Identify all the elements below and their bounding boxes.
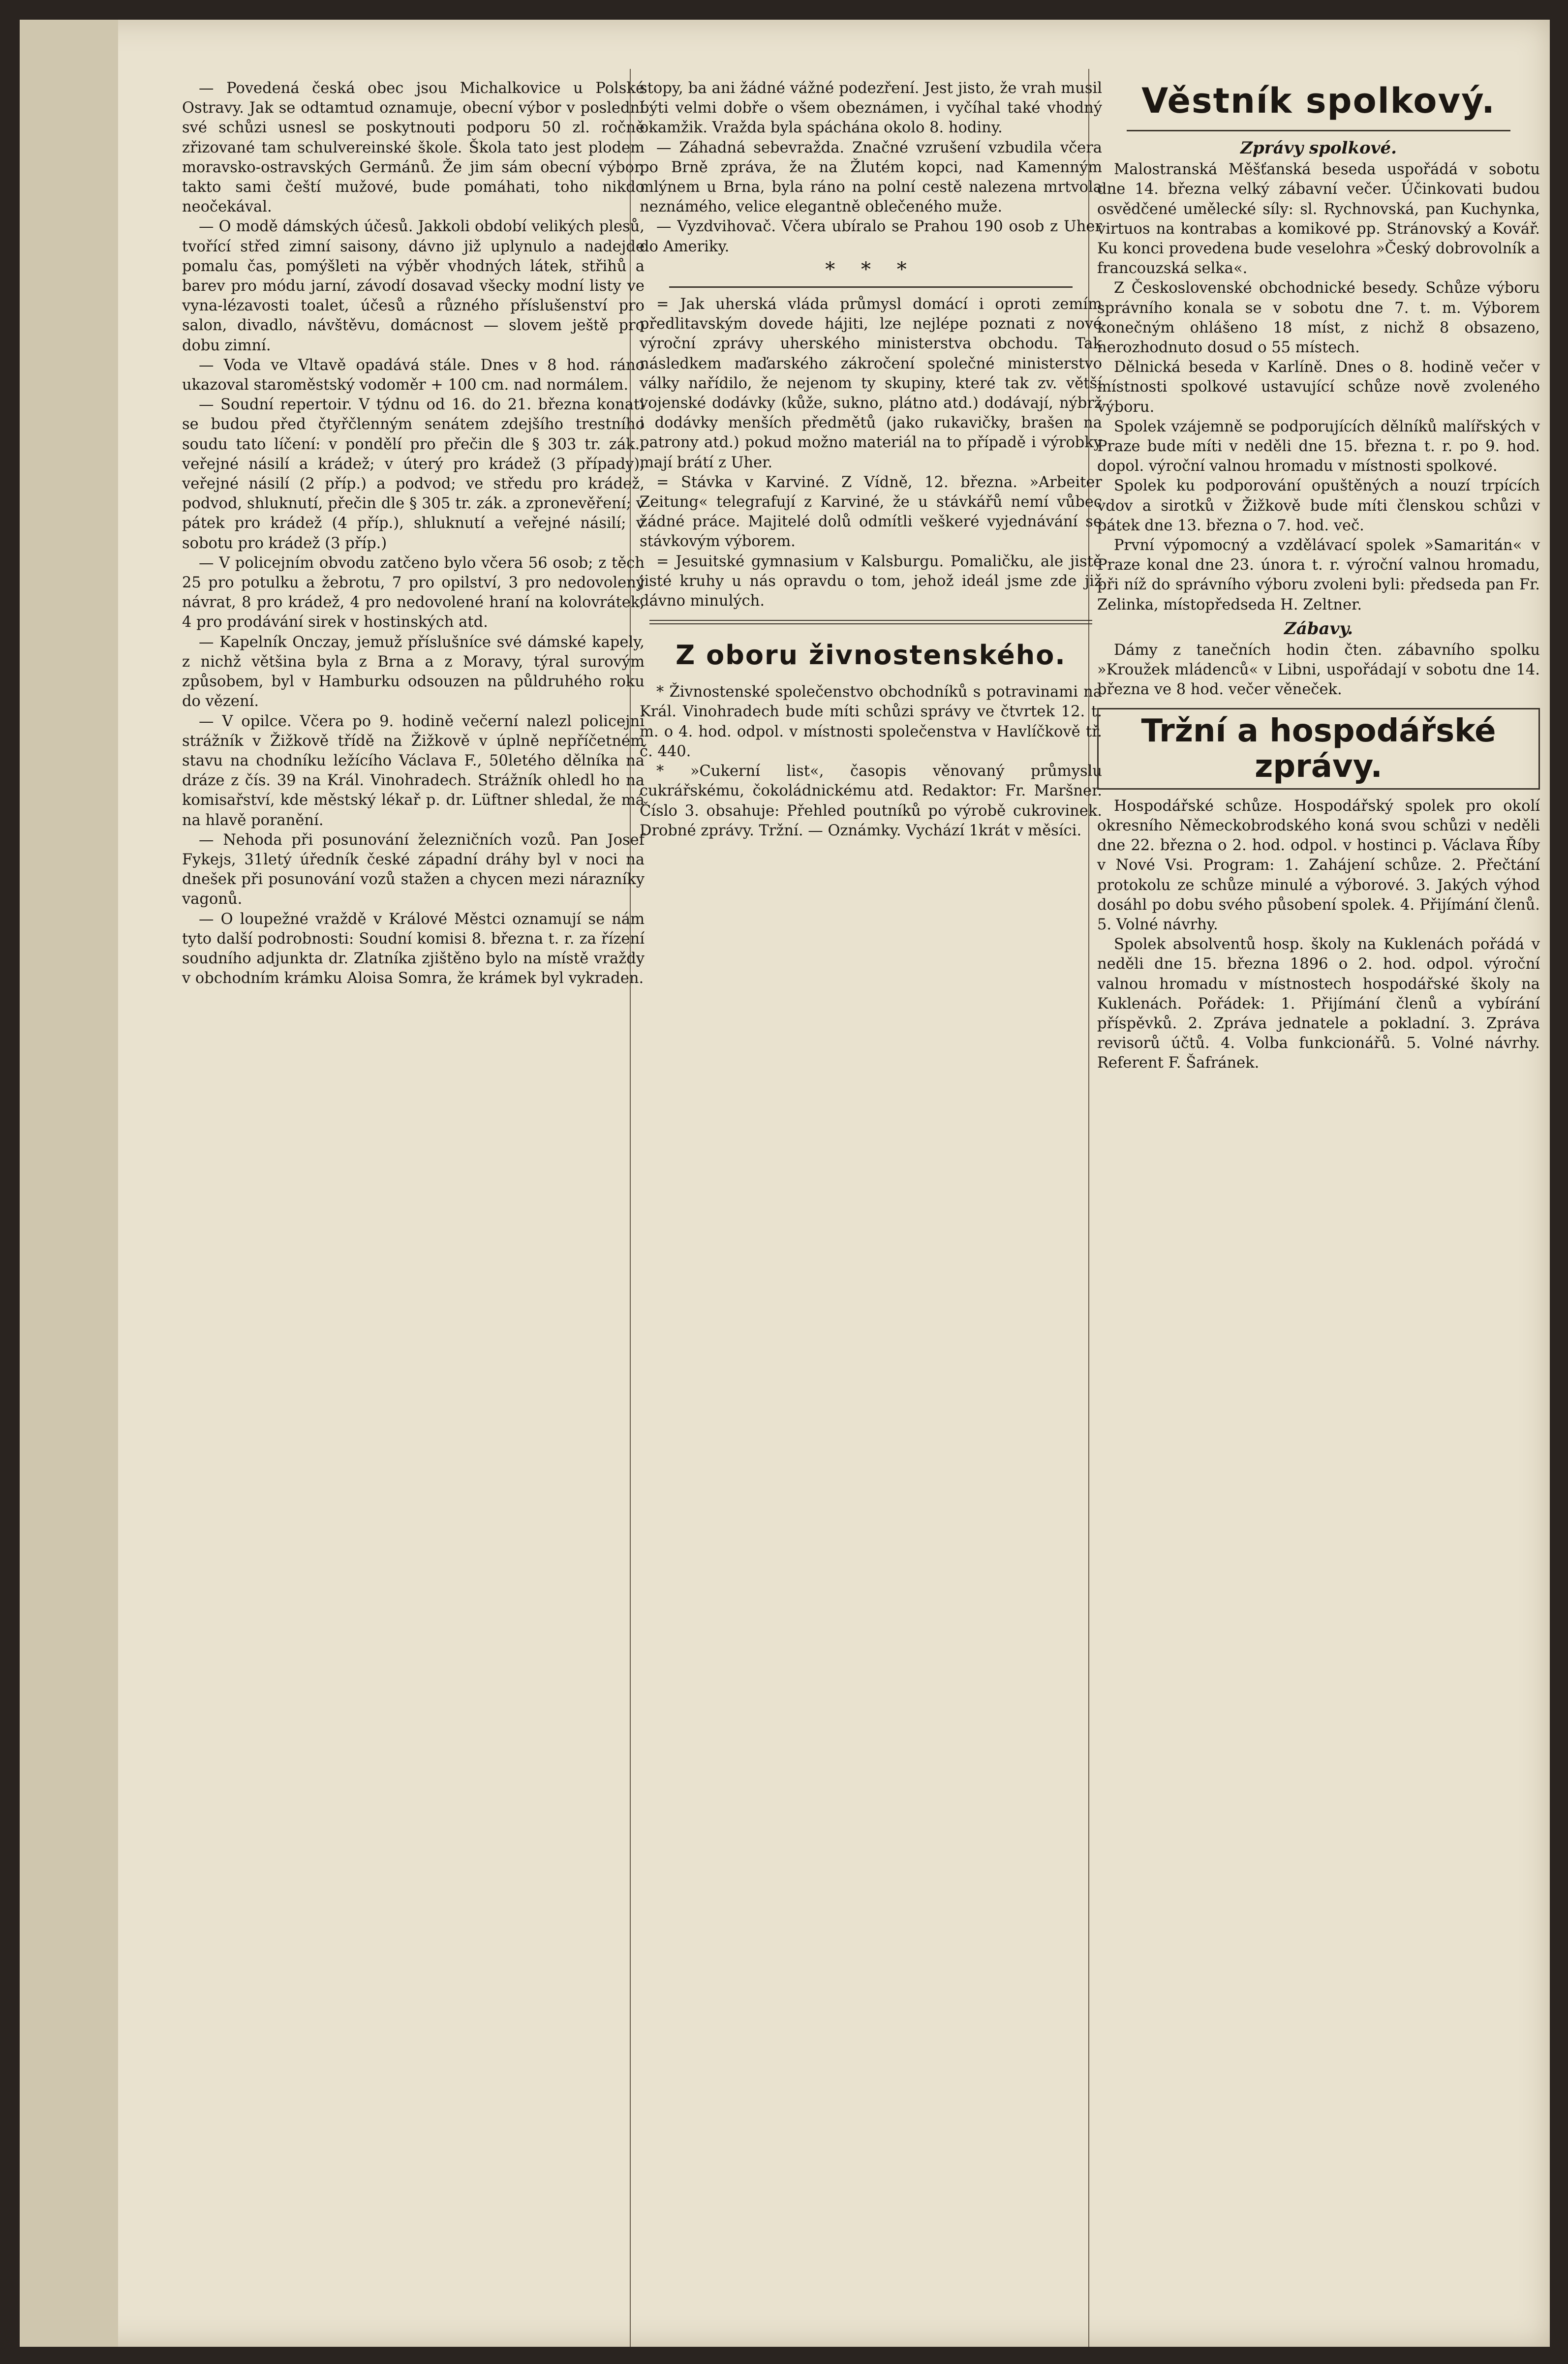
article: — O modě dámských účesů. Jakkoli období velikých plesů, tvořící střed zimní saisony, dávno již uplynulo a nadejde pomalu čas, pomýšleti na výběr vhodných látek, střihů a barev pro módu jarní, závodí dosavad všecky modní listy ve vyna-lézavosti toalet, účesů a různého příslušenství pro salon, divadlo, návštěvu, domácnost — slovem ještě pro dobu zimní. <box>182 218 645 354</box>
article: — Soudní repertoir. V týdnu od 16. do 21. března konati se budou před čtyřčlenným senátem zdejšího trestního soudu tato líčení: v pondělí pro přečin dle § 303 tr. zák., veřejné násilí a krádež; v úterý pro krádež (3 případy), veřejné násilí (2 příp.) a podvod; ve středu pro krádež, podvod, shluknutí, přečin dle § 305 tr. zák. a zpronevěření; v pátek pro krádež (4 příp.), shluknutí a veřejné násilí; v sobotu pro krádež (3 příp.) <box>182 396 645 552</box>
article: = Stávka v Karviné. Z Vídně, 12. března. »Arbeiter Zeitung« telegrafují z Karviné, že u stávkářů nemí vůbec žádné práce. Majitelé dolů odmítli veškeré vyjednávání se stávkovým výborem. <box>640 473 1102 551</box>
article: Spolek ku podporování opuštěných a nouzí trpících vdov a sirotků v Žižkově bude míti členskou schůzi v pátek dne 13. března o 7. hod. več. <box>1097 477 1540 534</box>
article: — Povedená česká obec jsou Michalkovice u Polské Ostravy. Jak se odtamtud oznamuje, obecní výbor v poslední své schůzi usnesl se poskytnouti podporu 50 zl. ročně zřizované tam schulvereinské škole. Škola tato jest plodem moravsko-ostravských Germánů. Že jim sám obecní výbor, takto sami čeští mužové, bude pomáhati, toho nikdo neočekával. <box>182 80 645 216</box>
article: = Jesuitské gymnasium v Kalsburgu. Pomaličku, ale jistě jisté kruhy u nás opravdu o tom, jehož ideál jsme zde již dávno minulých. <box>640 553 1102 610</box>
article: — V opilce. Včera po 9. hodině večerní nalezl policejní strážník v Žižkově třídě na Žižkově v úplně nepříčetném stavu na chodníku ležícího Václava F., 50letého dělníka na dráze z čís. 39 na Král. Vinohradech. Strážník ohledl ho na komisařství, kde městský lékař p. dr. Lüftner shledal, že má na hlavě poranění. <box>182 712 645 829</box>
article: Z Československé obchodnické besedy. Schůze výboru správního konala se v sobotu dne 7. t. m. Výborem konečným ohlášeno 18 míst, z nichž 8 obsazeno, nerozhodnuto dosud o 55 místech. <box>1097 279 1540 357</box>
article: = Jak uherská vláda průmysl domácí i oproti zemím předlitavským dovede hájiti, lze nejlépe poznati z nové výroční zprávy uherského ministerstva obchodu. Tak následkem maďarského zákročení společné ministerstvo války nařídilo, že nejenom ty skupiny, které tak zv. větší vojenské dodávky (kůže, sukno, plátno atd.) dodávají, nýbrž i dodávky menších předmětů (jako rukavičky, brašen na patrony atd.) pokud možno materiál na to případě i výrobky mají brátí z Uher. <box>640 296 1102 471</box>
divider <box>669 286 1073 288</box>
article: Spolek absolventů hosp. školy na Kuklenách pořádá v neděli dne 15. března 1896 o 2. hod. odpol. výroční valnou hromadu v místnostech hospodářské školy na Kuklenách. Pořádek: 1. Přijímání členů a vybírání příspěvků. 2. Zpráva jednatele a pokladní. 3. Zpráva revisorů účtů. 4. Volba funkcionářů. 5. Volné návrhy. Referent F. Šafránek. <box>1097 936 1540 1072</box>
article: stopy, ba ani žádné vážné podezření. Jest jisto, že vrah musil býti velmi dobře o všem obeznámen, i vyčíhal také vhodný okamžik. Vražda byla spáchána okolo 8. hodiny. <box>640 80 1102 137</box>
column-2 <box>640 79 1102 841</box>
newspaper-page <box>20 20 1550 2347</box>
article: — Vyzdvihovač. Včera ubíralo se Prahou 190 osob z Uher do Ameriky. <box>640 218 1102 255</box>
divider <box>649 620 1092 624</box>
subsection-title: Zprávy spolkové. <box>1240 138 1397 158</box>
column-1 <box>182 79 645 988</box>
article: * Živnostenské společenstvo obchodníků s potravinami na Král. Vinohradech bude míti schůzi správy ve čtvrtek 12. t. m. o 4. hod. odpol. v místnosti společenstva v Havlíčkově tř. č. 440. <box>640 683 1102 760</box>
article: — Kapelník Onczay, jemuž příslušníce své dámské kapely, z nichž většina byla z Brna a z Moravy, týral surovým způsobem, byl v Hamburku odsouzen na půldruhého roku do vězení. <box>182 633 645 710</box>
article: — O loupežné vraždě v Králové Městci oznamují se nám tyto další podrobnosti: Soudní komisi 8. března t. r. za řízení soudního adjunkta dr. Zlatníka zjištěno bylo na místě vraždy v obchodním krámku Aloisa Somra, že krámek byl vykraden. <box>182 910 645 987</box>
column-3 <box>1097 79 1540 1074</box>
boxed-section-title: Tržní a hospodářské zprávy. <box>1097 708 1540 790</box>
section-title: Věstník spolkový. <box>1141 81 1496 121</box>
subsection-title: Zábavy. <box>1284 618 1353 639</box>
article: Malostranská Měšťanská beseda uspořádá v sobotu dne 14. března velký zábavní večer. Účinkovati budou osvědčené umělecké síly: sl. Rychnovská, pan Kuchynka, virtuos na kontrabas a komikové pp. Stránovský a Kovář. Ku konci provedena bude veselohra »Český dobrovolník a francouzská selka«. <box>1097 161 1540 277</box>
article: První výpomocný a vzdělávací spolek »Samaritán« v Praze konal dne 23. února t. r. výroční valnou hromadu, při níž do správního výboru zvoleni byli: předseda pan Fr. Zelinka, místopředseda H. Zeltner. <box>1097 537 1540 614</box>
section-divider-stars: * * * <box>825 258 917 281</box>
divider <box>1127 130 1510 131</box>
article: — Voda ve Vltavě opadává stále. Dnes v 8 hod. ráno ukazoval staroměstský vodoměr + 100 cm. nad normálem. <box>182 356 645 394</box>
article: — V policejním obvodu zatčeno bylo včera 56 osob; z těch 25 pro potulku a žebrotu, 7 pro opilství, 3 pro nedovolený návrat, 8 pro krádež, 4 pro nedovolené hraní na kolovrátek, 4 pro prodávání sirek v hostinských atd. <box>182 554 645 631</box>
article: Spolek vzájemně se podporujících dělníků malířských v Praze bude míti v neděli dne 15. března t. r. po 9. hod. dopol. výroční valnou hromadu v místnosti spolkové. <box>1097 418 1540 475</box>
article: Dělnická beseda v Karlíně. Dnes o 8. hodině večer v místnosti spolkové ustavující schůze nově zvoleného výboru. <box>1097 359 1540 416</box>
article: — Nehoda při posunování železničních vozů. Pan Josef Fykejs, 31letý úředník české západní dráhy byl v noci na dnešek při posunování vozů stažen a chycen mezi nárazníky vagonů. <box>182 831 645 908</box>
article: * »Cukerní list«, časopis věnovaný průmyslu cukrářskému, čokoládnickému atd. Redaktor: Fr. Maršner. Číslo 3. obsahuje: Přehled poutníků po výrobě cukrovinek. Drobné zprávy. Tržní. — Oznámky. Vychází 1krát v měsíci. <box>640 763 1102 839</box>
article: Hospodářské schůze. Hospodářský spolek pro okolí okresního Německobrodského koná svou schůzi v neděli dne 22. března o 2. hod. odpol. v hostinci p. Václava Říby v Nové Vsi. Program: 1. Zahájení schůze. 2. Přečtání protokolu ze schůze minulé a výborové. 3. Jakých výhod dosáhl po dobu svého působení spolek. 4. Přijímání členů. 5. Volné návrhy. <box>1097 797 1540 933</box>
section-title: Z oboru živnostenského. <box>676 640 1066 671</box>
page-left-margin <box>20 20 118 2347</box>
article: — Záhadná sebevražda. Značné vzrušení vzbudila včera po Brně zpráva, že na Žlutém kopci, nad Kamenným mlýnem u Brna, byla ráno na polní cestě nalezena mrtvola neznámého, velice elegantně oblečeného muže. <box>640 139 1102 216</box>
article: Dámy z tanečních hodin čten. zábavního spolku »Kroužek mládenců« v Libni, uspořádají v sobotu dne 14. března ve 8 hod. večer věneček. <box>1097 642 1540 699</box>
